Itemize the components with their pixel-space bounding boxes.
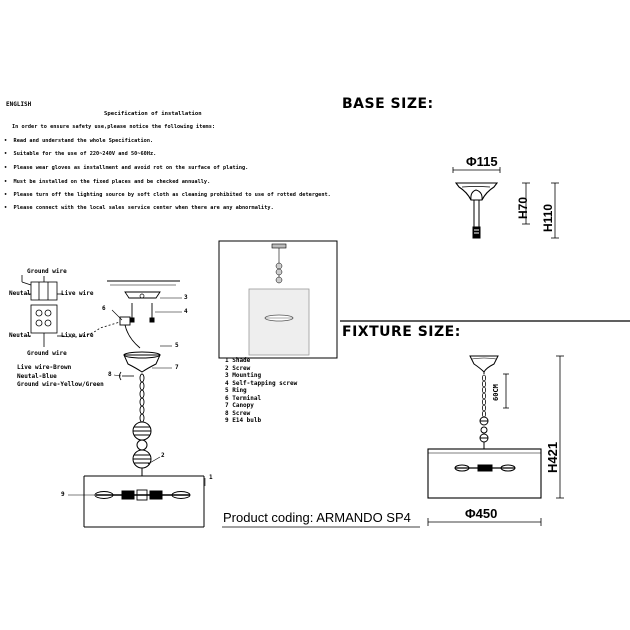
wire-color-legend-item: Ground wire-Yellow/Green <box>17 381 104 388</box>
base-h110-label: H110 <box>541 203 555 232</box>
ground-wire-bottom-label: Ground wire <box>27 350 67 357</box>
spec-item-text: Suitable for the use of 220~240V and 50~60Hz. <box>13 151 157 157</box>
wire-color-legend-item: Neutal-Blue <box>17 373 57 380</box>
parts-list-item: 5 Ring <box>225 387 247 394</box>
spec-title: Specification of installation <box>104 111 202 117</box>
fixture-diameter-label: Φ450 <box>465 506 498 521</box>
spec-item-text: Please turn off the lighting source by soft cloth as cleaning prohibited to use of rotted detergent. <box>13 192 331 198</box>
parts-list-item: 4 Self-tapping screw <box>225 379 298 387</box>
spec-intro: In order to ensure safety use,please notice the following items: <box>12 124 216 130</box>
callout-5: 5 <box>175 342 179 349</box>
spec-item-text: Please connect with the local sales service center when there are any abnormality. <box>13 205 274 211</box>
callout-1: 1 <box>209 474 213 481</box>
spec-item-text: Please wear gloves as installment and avoid rot on the surface of plating. <box>13 165 249 171</box>
fixture-size-heading: FIXTURE SIZE: <box>342 324 461 340</box>
parts-list-item: 6 Terminal <box>225 394 262 402</box>
bullet: • <box>4 205 8 211</box>
base-h70-label: H70 <box>516 196 530 219</box>
spec-item-text: Must be installed on the fixed places and be checked annually. <box>13 179 211 185</box>
bullet: • <box>4 138 8 144</box>
fixture-chain-label: 60CM <box>492 384 500 401</box>
base-diameter-label: Φ115 <box>466 154 498 169</box>
bullet: • <box>4 165 8 171</box>
language-label: ENGLISH <box>6 101 32 108</box>
callout-6: 6 <box>102 305 106 312</box>
live-bottom-label: Live wire <box>61 332 94 339</box>
bullet: • <box>4 192 8 198</box>
parts-list <box>225 357 297 425</box>
base-size-heading: BASE SIZE: <box>342 96 434 112</box>
parts-list-item: 8 Screw <box>225 409 251 417</box>
live-top-label: Live wire <box>61 290 94 297</box>
parts-list-item: 1 Shade <box>225 357 251 364</box>
neutral-top-label: Neutal <box>9 290 31 297</box>
product-coding: Product coding: ARMANDO SP4 <box>223 510 411 525</box>
ground-wire-top-label: Ground wire <box>27 268 67 275</box>
callout-3: 3 <box>184 294 188 301</box>
parts-list-item: 9 E14 bulb <box>225 417 262 424</box>
bullet: • <box>4 151 8 157</box>
callout-7: 7 <box>175 364 179 371</box>
product-photo <box>219 241 337 358</box>
neutral-bottom-label: Neutal <box>9 332 31 339</box>
parts-list-item: 3 Mounting <box>225 372 262 379</box>
callout-2: 2 <box>161 452 165 459</box>
parts-list-item: 7 Canopy <box>225 402 254 409</box>
fixture-height-label: H421 <box>545 441 560 473</box>
wire-color-legend-item: Live wire-Brown <box>17 364 72 371</box>
callout-8: 8 <box>108 371 112 378</box>
fixture-drawing <box>428 356 564 526</box>
callout-9: 9 <box>61 491 65 498</box>
bullet: • <box>4 179 8 185</box>
parts-list-item: 2 Screw <box>225 364 251 372</box>
callout-4: 4 <box>184 308 188 315</box>
installation-drawing <box>68 281 205 527</box>
spec-item-text: Read and understand the whole Specification. <box>13 138 154 144</box>
